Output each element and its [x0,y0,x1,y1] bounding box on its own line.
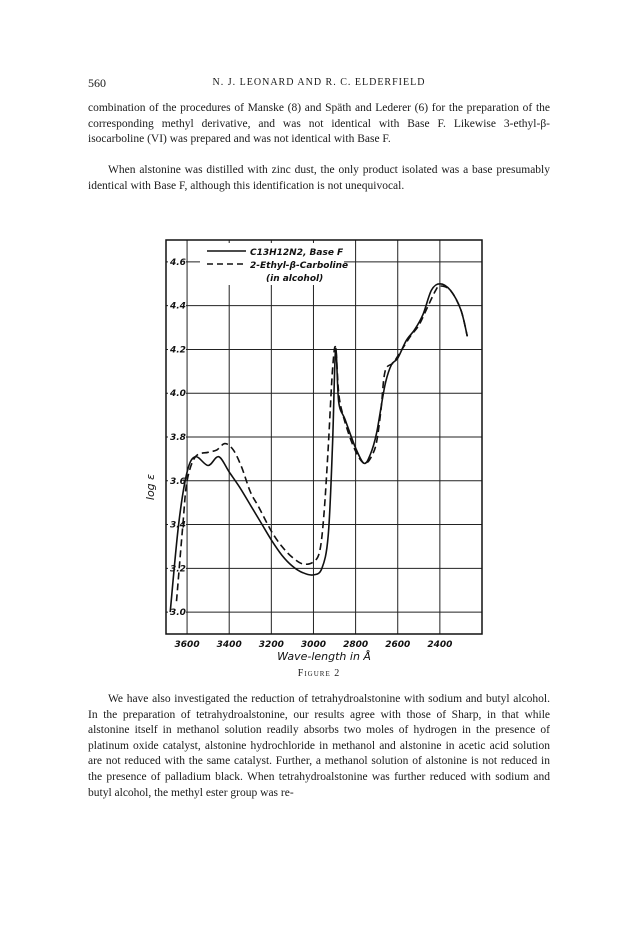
y-tick-labels [168,256,186,618]
x-tick-label: 3000 [300,640,326,650]
x-axis-title: Wave-length in Å [277,650,371,663]
paragraph-3: We have also investigated the reduction of tetrahydroalstonine with sodium and butyl alcohol. In the preparation of tetrahydroalstonine, our results agree with those of Sharp, in that while alstonine itself in methanol solution readily absorbs two moles of hydrogen in the presence of platinum oxide catalyst, alstonine hydrochloride in methanol and alstonine in acetic acid solution are not reduced with the same catalyst. Further, a methanol solution of alstonine is not reduced in the presence of palladium black. When tetrahydroalstonine was further reduced with sodium and butyl alcohol, the methyl ester group was re- [88,693,550,799]
paragraph-2: When alstonine was distilled with zinc dust, the only product isolated was a base presumably identical with Base F, although this identification is not unequivocal. [88,164,550,192]
legend-entry-base-f: C13H12N2, Base F [250,248,344,258]
x-tick-label: 3200 [258,640,284,650]
y-tick-label: 3.6 [170,476,186,487]
x-tick-label: 3600 [174,640,200,650]
legend-entry-ethyl-carboline: 2-Ethyl-β-Carboline [250,261,349,271]
chart-legend [200,243,348,285]
y-tick-label: 4.6 [170,257,186,268]
chart-grid [166,240,482,634]
y-tick-label: 3.4 [170,520,186,531]
y-tick-label: 4.0 [170,389,186,400]
running-head: N. J. LEONARD AND R. C. ELDERFIELD [212,77,426,88]
x-tick-label: 2800 [343,640,369,650]
x-tick-labels [175,640,453,650]
legend-entry-solvent: (in alcohol) [266,274,324,284]
series-lines [170,284,467,612]
series-line-ethyl-carboline [177,286,468,601]
y-tick-label: 3.0 [170,608,186,619]
page-number: 560 [88,76,106,90]
paragraph-1: combination of the procedures of Manske (8) and Späth and Lederer (6) for the preparation of the corresponding methyl derivative, and was not identical with Base F. Likewise 3-ethyl-β-isocarboline (VI) was prepared and was not identical with Base F. [88,102,550,146]
y-tick-label: 4.4 [170,301,186,312]
figure-caption: Figure 2 [297,668,341,679]
y-tick-label: 3.8 [170,433,186,443]
y-axis-title: log ε [144,473,157,501]
y-tick-label: 3.2 [170,564,186,575]
x-tick-label: 2600 [385,640,411,650]
x-tick-label: 2400 [427,640,453,650]
y-tick-label: 4.2 [170,345,186,356]
series-line-base-f [170,284,467,612]
x-tick-label: 3400 [216,640,242,650]
